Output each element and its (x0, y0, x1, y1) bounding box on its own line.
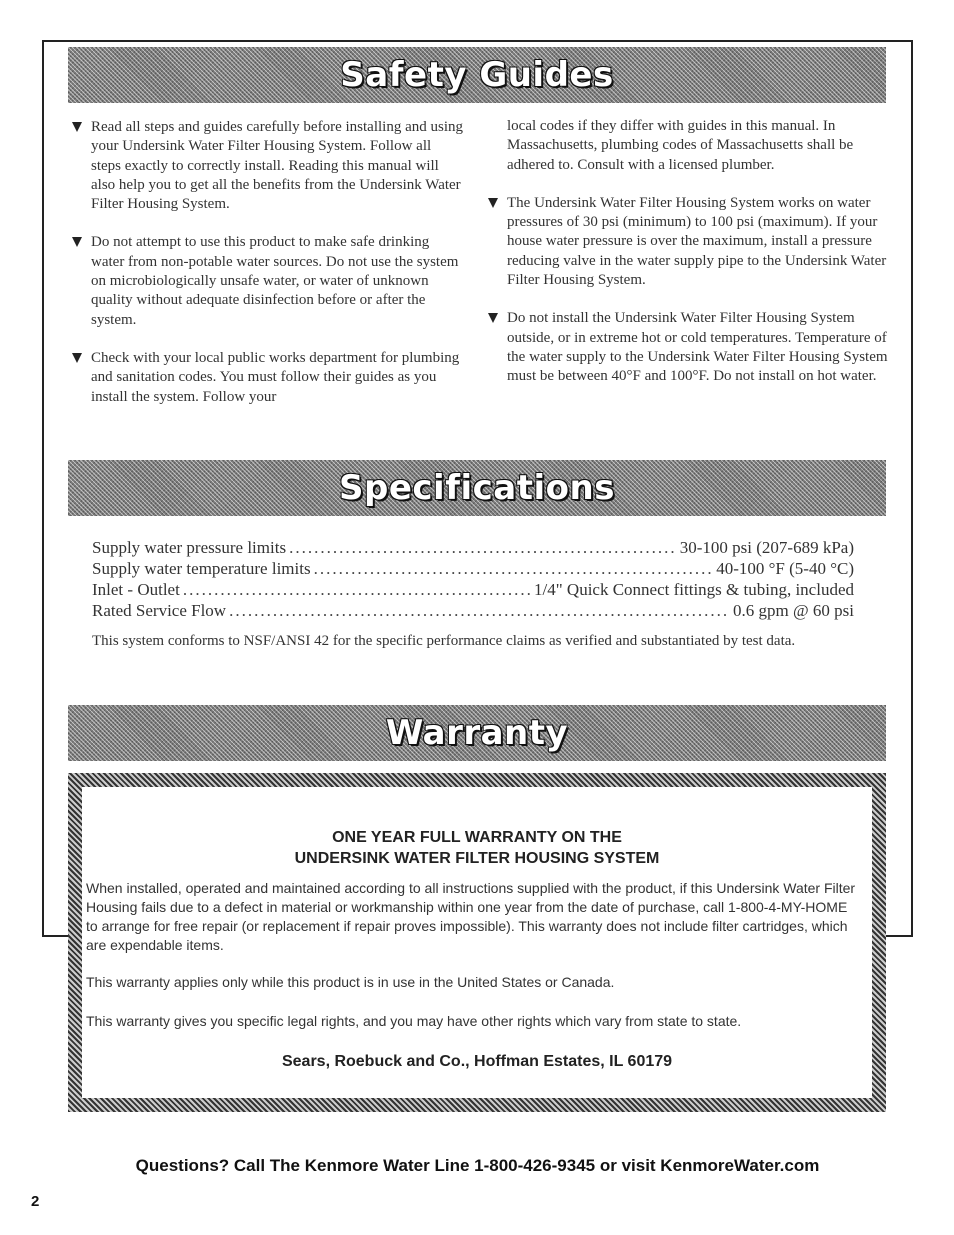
warranty-heading-line-2: UNDERSINK WATER FILTER HOUSING SYSTEM (294, 850, 660, 867)
spec-label: Supply water temperature limits (92, 559, 311, 578)
safety-bullet-4 (488, 194, 888, 290)
safety-bullet-text: Check with your local public works department for plumbing and sanitation codes. You must follow their guides as you install the system. Follow your (91, 349, 460, 405)
safety-bullet-text: Do not install the Undersink Water Filter Housing System outside, or in extreme hot or cold temperatures. Temperature of the water supply to the Undersink Water Filter Housing System must be between 40°F and 100°F. Do not install on hot water. (507, 310, 888, 385)
questions-footer: Questions? Call The Kenmore Water Line 1-800-426-9345 or visit KenmoreWater.com (135, 1156, 820, 1175)
specifications-list (92, 537, 854, 621)
triangle-bullet-icon (488, 313, 498, 323)
warranty-paragraph-3: This warranty gives you specific legal rights, and you may have other rights which vary from state to state. (86, 1013, 742, 1029)
dot-leader (183, 579, 531, 600)
spec-label: Rated Service Flow (92, 601, 227, 620)
safety-left-column (72, 118, 464, 426)
spec-row (92, 600, 854, 621)
warranty-paragraph-2: This warranty applies only while this product is in use in the United States or Canada. (86, 974, 615, 990)
safety-guides-banner (68, 47, 886, 103)
warranty-title: Warranty (385, 713, 569, 753)
triangle-bullet-icon (72, 237, 82, 247)
specifications-title: Specifications (339, 468, 615, 508)
safety-bullet-text: Do not attempt to use this product to make safe drinking water from non-potable water sources. Do not use the system on microbiologically unsafe water, or water of unknown quality without adequate disinfection before or after the system. (91, 234, 459, 328)
safety-bullet-2 (72, 233, 464, 329)
specifications-banner (68, 460, 886, 516)
safety-right-column (488, 117, 888, 406)
spec-value: 0.6 gpm @ 60 psi (733, 601, 854, 620)
safety-bullet-3-continued: local codes if they differ with guides in this manual. In Massachusetts, plumbing codes of Massachusetts shall be adhered to. Consult with a licensed plumber. (507, 118, 854, 173)
safety-bullet-text: The Undersink Water Filter Housing System works on water pressures of 30 psi (minimum) to 100 psi (maximum). If your house water pressure is over the maximum, install a pressure reducing valve in the water supply pipe to the Undersink Water Filter Housing System. (507, 194, 887, 289)
safety-bullet-1 (72, 118, 464, 214)
safety-bullet-3 (72, 349, 464, 407)
spec-value: 1/4" Quick Connect fittings & tubing, included (534, 580, 854, 599)
triangle-bullet-icon (72, 122, 82, 132)
safety-bullet-text: Read all steps and guides carefully before installing and using your Undersink Water Filter Housing System. Follow all steps exactly to correctly install. Reading this manual will also help you to get all the benefits from the Undersink Water Filter Housing System. (91, 119, 463, 213)
spec-value: 30-100 psi (207-689 kPa) (679, 538, 854, 557)
dot-leader (314, 558, 714, 579)
safety-bullet-5 (488, 309, 888, 386)
warranty-paragraph-1: When installed, operated and maintained according to all instructions supplied with the product, if this Undersink Water Filter Housing fails due to a defect in material or workmanship within one year from the date of purchase, call 1-800-4-MY-HOME to arrange for free repair (or replacement if repair proves impossible). This warranty does not include filter cartridges, which are expendable items. (86, 880, 856, 953)
spec-row (92, 558, 854, 579)
safety-guides-title: Safety Guides (340, 55, 614, 95)
dot-leader (229, 600, 730, 621)
dot-leader (289, 537, 677, 558)
page-number: 2 (31, 1193, 40, 1210)
nsf-conformance-note: This system conforms to NSF/ANSI 42 for the specific performance claims as verified and substantiated by test data. (92, 633, 796, 649)
spec-value: 40-100 °F (5-40 °C) (716, 559, 854, 578)
warranty-heading-line-1: ONE YEAR FULL WARRANTY ON THE (332, 829, 622, 846)
spec-row (92, 537, 854, 558)
spec-label: Inlet - Outlet (92, 580, 180, 599)
company-address: Sears, Roebuck and Co., Hoffman Estates, IL 60179 (281, 1053, 673, 1070)
triangle-bullet-icon (72, 353, 82, 363)
warranty-banner (68, 705, 886, 761)
spec-row (92, 579, 854, 600)
spec-label: Supply water pressure limits (92, 538, 287, 557)
triangle-bullet-icon (488, 198, 498, 208)
